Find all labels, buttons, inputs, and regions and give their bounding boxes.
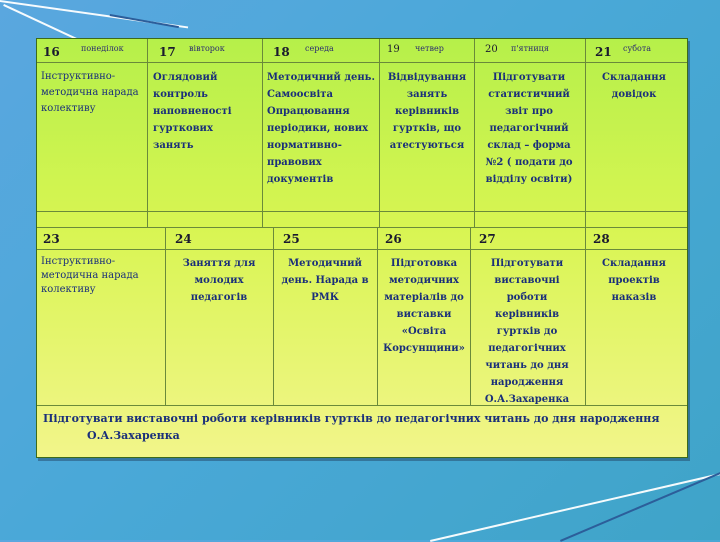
row-divider [37, 405, 687, 406]
row-divider [37, 62, 687, 63]
day-saturday: субота [623, 44, 652, 53]
schedule-sheet [36, 38, 688, 458]
col-divider [474, 39, 475, 227]
col-divider [379, 39, 380, 227]
col-divider [273, 227, 274, 405]
date-17: 17 [159, 45, 176, 59]
task-24: Заняття для молодих педагогів [182, 258, 256, 303]
col-divider [147, 39, 148, 227]
task-23: Інструктивно-методична нарада колективу [41, 256, 139, 295]
day-friday: п'ятниця [511, 44, 549, 53]
task-17: Оглядовий контроль наповненості гурткових занять [153, 72, 232, 151]
row-divider [37, 211, 687, 212]
date-19: 19 [387, 44, 400, 55]
row-divider [37, 249, 687, 250]
col-divider [585, 227, 586, 405]
footer-note-line2: О.А.Захаренка [87, 429, 180, 442]
date-25: 25 [283, 232, 300, 246]
task-19: Відвідування занять керівників гуртків, що атестуються [387, 72, 467, 151]
col-divider [165, 227, 166, 405]
task-18: Методичний день. Самоосвіта Опрацювання періодики, нових нормативно-правових документів [267, 72, 375, 185]
date-24: 24 [175, 232, 192, 246]
day-tuesday: вівторок [189, 44, 225, 53]
task-28: Складання проектів наказів [602, 258, 666, 303]
date-23: 23 [43, 232, 60, 246]
col-divider [585, 39, 586, 227]
col-divider [470, 227, 471, 405]
date-20: 20 [485, 44, 498, 55]
col-divider [262, 39, 263, 227]
task-16: Інструктивно-методична нарада колективу [41, 71, 139, 114]
day-monday: понеділок [81, 44, 124, 53]
task-26: Підготовка методичних матеріалів до виставки «Освіта Корсунщини» [383, 258, 465, 354]
task-21: Складання довідок [602, 72, 666, 100]
task-20: Підготувати статистичний звіт про педагогічний склад – форма №2 ( подати до відділу освіти) [485, 72, 573, 185]
date-16: 16 [43, 45, 60, 59]
col-divider [377, 227, 378, 405]
day-thursday: четвер [415, 44, 444, 53]
date-18: 18 [273, 45, 290, 59]
decor-line-3 [110, 14, 179, 28]
task-27: Підготувати виставочні роботи керівників гуртків до педагогічних читань до дня народження О.А.Захаренка [484, 258, 570, 405]
date-21: 21 [595, 45, 612, 59]
day-wednesday: середа [305, 44, 334, 53]
date-28: 28 [593, 232, 610, 246]
decor-line-4 [430, 468, 720, 542]
date-26: 26 [385, 232, 402, 246]
footer-note-line1: Підготувати виставочні роботи керівників гуртків до педагогічних читань до дня народження [43, 412, 660, 425]
decor-line-5 [560, 462, 720, 542]
task-25: Методичний день. Нарада в РМК [281, 258, 369, 303]
date-27: 27 [479, 232, 496, 246]
row-divider [37, 227, 687, 228]
